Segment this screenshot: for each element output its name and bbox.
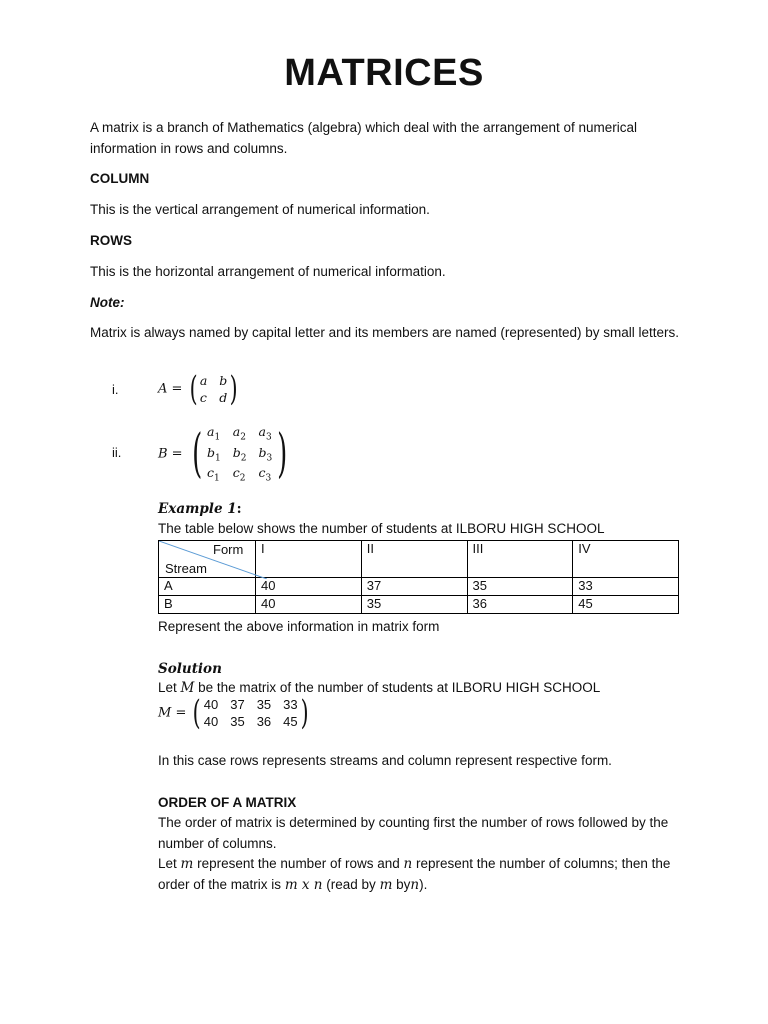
- example-1-task: Represent the above information in matrix form: [158, 619, 440, 634]
- matrix-a: [158, 369, 241, 409]
- matrix-m-cell: 40: [203, 714, 219, 729]
- example-1-label: Example 1: [158, 501, 237, 517]
- table-cell: 45: [573, 596, 679, 614]
- note-text: Matrix is always named by capital letter and its members are named (represented) by small letters.: [90, 325, 679, 340]
- table-header-row: [159, 541, 679, 578]
- solution-heading: Solution: [158, 661, 222, 677]
- order-var-m2: m: [379, 876, 393, 893]
- matrix-m-cell: 45: [283, 714, 298, 729]
- order-heading: ORDER OF A MATRIX: [158, 795, 297, 810]
- solution-let-prefix: Let: [158, 680, 177, 695]
- rows-definition: This is the horizontal arrangement of numerical information.: [90, 264, 446, 279]
- matrix-b: [158, 424, 293, 484]
- column-heading: COLUMN: [90, 171, 150, 186]
- example-1-colon: :: [236, 501, 242, 517]
- matrix-b-cell: $c_3$: [258, 465, 272, 484]
- solution-let-var: M: [180, 680, 195, 696]
- note-label: Note:: [90, 295, 125, 310]
- matrix-a-cell: d: [219, 390, 228, 405]
- matrix-m-name: M =: [158, 705, 187, 721]
- corner-stream-label: Stream: [165, 561, 207, 576]
- matrix-b-body: ( $a_1$ $a_2$ $a_3$ $b_1$ $b_2$ $b_3$ $c_1$ $c_2$ $c_3$ ): [191, 423, 288, 484]
- table-cell: 35: [361, 596, 467, 614]
- column-header: I: [256, 541, 362, 578]
- rows-heading: ROWS: [90, 233, 132, 248]
- matrix-b-cell: $c_1$: [207, 465, 220, 484]
- matrix-m-cell: 40: [203, 697, 219, 712]
- column-header: IV: [573, 541, 679, 578]
- matrix-m-cell: 36: [256, 714, 272, 729]
- matrix-b-cell: $b_1$: [207, 444, 221, 463]
- matrix-a-name: A =: [158, 381, 183, 397]
- matrix-b-cell: $a_3$: [258, 424, 272, 443]
- table-cell: 33: [573, 578, 679, 596]
- matrix-m-cell: 33: [283, 697, 298, 712]
- corner-form-label: Form: [213, 542, 244, 557]
- order-mid-a: represent the number of rows and: [197, 856, 400, 871]
- matrix-m-cell: 35: [230, 714, 245, 729]
- order-tail-b: by: [396, 876, 411, 892]
- matrix-b-name: B =: [158, 446, 183, 462]
- solution-let-suffix: be the matrix of the number of students at ILBORU HIGH SCHOOL: [198, 680, 601, 695]
- table-cell: 37: [361, 578, 467, 596]
- intro-paragraph: A matrix is a branch of Mathematics (algebra) which deal with the arrangement of numerical information in rows and columns.: [90, 120, 638, 156]
- column-header: II: [361, 541, 467, 578]
- matrix-m-cell: 37: [230, 697, 245, 712]
- order-definition: [158, 854, 698, 895]
- table-row: [159, 578, 679, 596]
- example-i-index: i.: [112, 382, 119, 397]
- matrix-b-cell: $a_1$: [207, 424, 221, 443]
- table-corner-cell: [159, 541, 256, 578]
- table-cell: 40: [256, 596, 362, 614]
- matrix-a-body: ( a b c d ): [189, 369, 238, 409]
- row-stream: B: [159, 596, 256, 614]
- order-expr: m x n: [284, 876, 323, 893]
- example-ii-index: ii.: [112, 445, 122, 460]
- matrix-b-cell: $b_3$: [258, 444, 273, 463]
- order-var-m: m: [180, 856, 194, 872]
- row-stream: A: [159, 578, 256, 596]
- order-tail-c: ).: [419, 876, 428, 892]
- example-1-intro: The table below shows the number of students at ILBORU HIGH SCHOOL: [158, 521, 605, 536]
- students-table: [158, 540, 679, 614]
- table-row: [159, 596, 679, 614]
- order-text: The order of matrix is determined by counting first the number of rows followed by the number of columns.: [158, 815, 669, 851]
- table-cell: 35: [467, 578, 573, 596]
- matrix-b-cell: $c_2$: [232, 465, 246, 484]
- solution-explanation: In this case rows represents streams and column represent respective form.: [158, 753, 612, 768]
- order-var-n: n: [403, 856, 413, 872]
- example-1-heading: [158, 499, 698, 520]
- column-header: III: [467, 541, 573, 578]
- order-tail-a: (read by: [326, 876, 376, 892]
- table-cell: 36: [467, 596, 573, 614]
- table-cell: 40: [256, 578, 362, 596]
- matrix-b-cell: $b_2$: [232, 444, 247, 463]
- matrix-m: [158, 693, 311, 733]
- matrix-m-body: ( 40 37 35 33 40 35 36 45 ): [193, 693, 309, 733]
- order-mid-b: represent the number of columns; then the order of the matrix is: [158, 856, 671, 892]
- matrix-a-cell: b: [219, 373, 228, 388]
- page-title: MATRICES: [284, 52, 484, 94]
- matrix-a-cell: c: [199, 390, 207, 405]
- order-let: Let: [158, 856, 177, 871]
- order-var-n2: n: [410, 876, 420, 893]
- column-definition: This is the vertical arrangement of numerical information.: [90, 202, 430, 217]
- matrix-b-cell: $a_2$: [232, 424, 246, 443]
- matrix-m-cell: 35: [256, 697, 272, 712]
- matrix-a-cell: a: [199, 373, 208, 388]
